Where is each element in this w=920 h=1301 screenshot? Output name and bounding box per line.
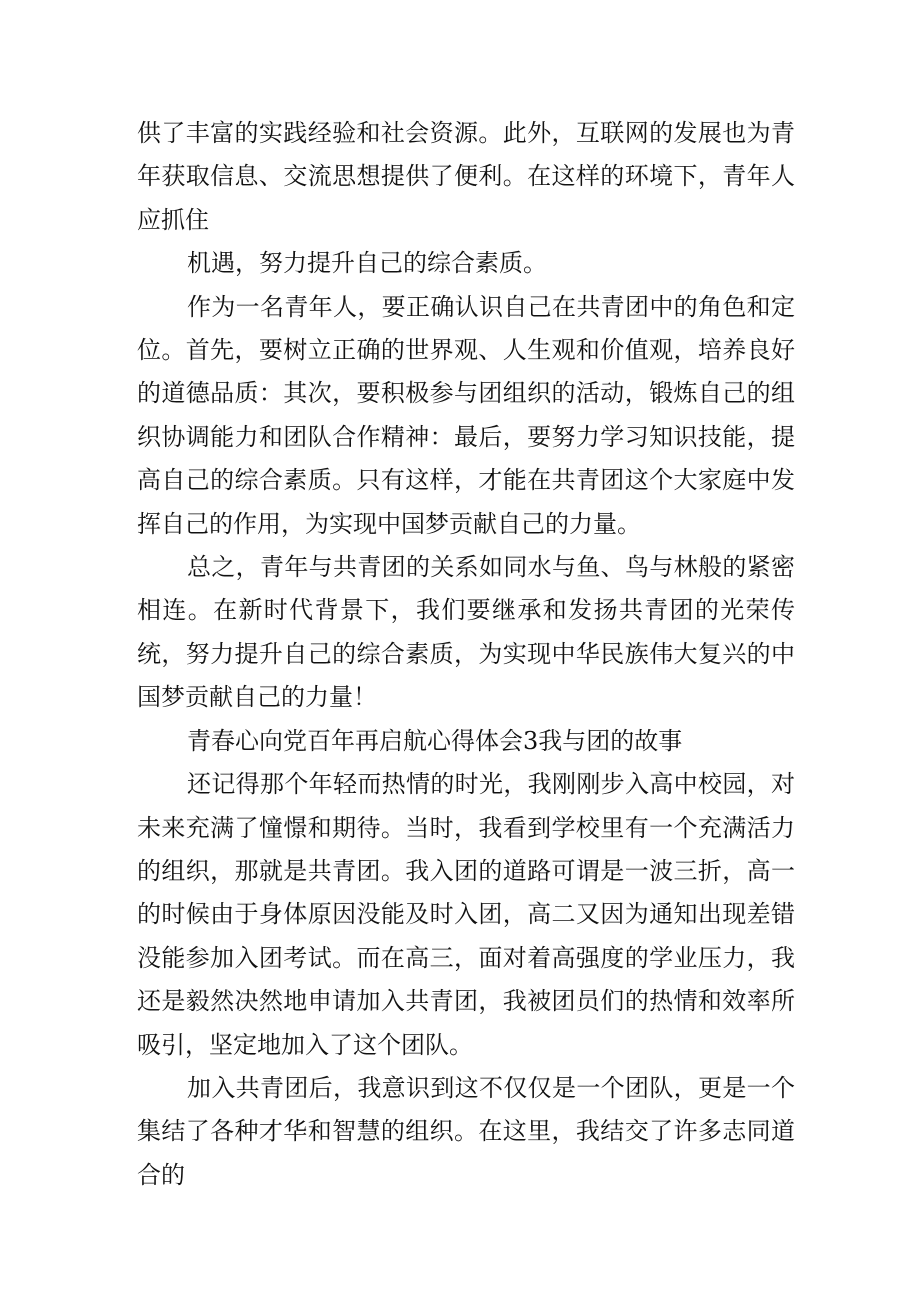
paragraph: 总之，青年与共青团的关系如同水与鱼、鸟与林般的紧密相连。在新时代背景下，我们要继承和发扬共青团的光荣传统，努力提升自己的综合素质，为实现中华民族伟大复兴的中国梦贡献自己的力量！	[137, 553, 795, 712]
paragraph: 供了丰富的实践经验和社会资源。此外，互联网的发展也为青年获取信息、交流思想提供了便利。在这样的环境下，青年人应抓住	[137, 119, 795, 234]
section-heading: 青春心向党百年再启航心得体会3我与团的故事	[187, 726, 683, 755]
paragraph: 还记得那个年轻而热情的时光，我刚刚步入高中校园，对未来充满了憧憬和期待。当时，我看到学校里有一个充满活力的组织，那就是共青团。我入团的道路可谓是一波三折，高一的时候由于身体原因没能及时入团，高二又因为通知出现差错没能参加入团考试。而在高三，面对着高强度的学业压力，我还是毅然决然地申请加入共青团，我被团员们的热情和效率所吸引，坚定地加入了这个团队。	[137, 770, 795, 1059]
paragraph: 机遇，努力提升自己的综合素质。	[187, 249, 547, 278]
paragraph: 作为一名青年人，要正确认识自己在共青团中的角色和定位。首先，要树立正确的世界观、人生观和价值观，培养良好的道德品质：其次，要积极参与团组织的活动，锻炼自己的组织协调能力和团队合作精神：最后，要努力学习知识技能，提高自己的综合素质。只有这样，才能在共青团这个大家庭中发挥自己的作用，为实现中国梦贡献自己的力量。	[137, 292, 795, 538]
document-body	[137, 112, 795, 1197]
paragraph: 加入共青团后，我意识到这不仅仅是一个团队，更是一个集结了各种才华和智慧的组织。在这里，我结交了许多志同道合的	[137, 1073, 795, 1189]
